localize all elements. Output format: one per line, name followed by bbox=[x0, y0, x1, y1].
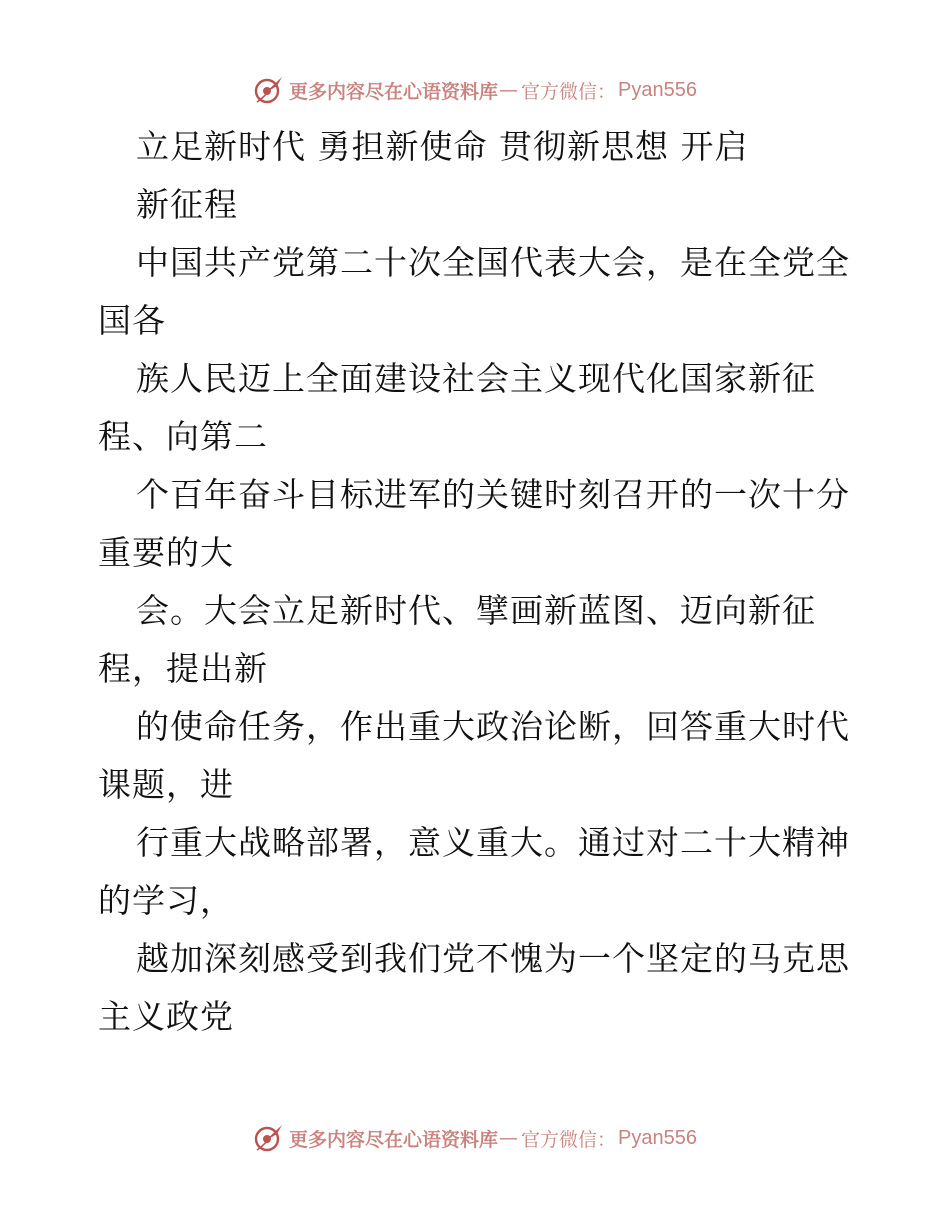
text-line: 中国共产党第二十次全国代表大会，是在全党全 bbox=[136, 243, 850, 282]
footer-banner bbox=[0, 1118, 950, 1158]
text-line: 新征程 bbox=[136, 185, 238, 224]
text-line: 族人民迈上全面建设社会主义现代化国家新征 bbox=[136, 359, 816, 398]
document-body bbox=[98, 118, 858, 1046]
footer-wechat-label: 官方微信： bbox=[521, 1128, 617, 1151]
text-line: 程，提出新 bbox=[98, 649, 268, 688]
text-line: 个百年奋斗目标进军的关键时刻召开的一次十分 bbox=[136, 475, 850, 514]
text-line: 重要的大 bbox=[98, 533, 234, 572]
header-wechat-label: 官方微信： bbox=[521, 80, 617, 103]
text-line: 的学习， bbox=[98, 881, 234, 920]
footer-wechat-id: Pyan556 bbox=[618, 1126, 697, 1149]
text-line: 国各 bbox=[98, 301, 166, 340]
quill-pen-logo-icon bbox=[253, 1122, 285, 1154]
text-line: 越加深刻感受到我们党不愧为一个坚定的马克思 bbox=[136, 939, 850, 978]
header-banner bbox=[0, 70, 950, 110]
text-line: 会。大会立足新时代、擘画新蓝图、迈向新征 bbox=[136, 591, 816, 630]
footer-separator: — bbox=[499, 1127, 519, 1149]
header-banner-text: 更多内容尽在心语资料库 bbox=[289, 80, 499, 103]
text-line: 主义政党 bbox=[98, 997, 234, 1036]
text-line: 程、向第二 bbox=[98, 417, 268, 456]
quill-pen-logo-icon bbox=[253, 74, 285, 106]
text-line: 的使命任务，作出重大政治论断，回答重大时代 bbox=[136, 707, 850, 746]
footer-banner-text: 更多内容尽在心语资料库 bbox=[289, 1128, 499, 1151]
header-separator: — bbox=[499, 79, 519, 101]
text-line: 行重大战略部署，意义重大。通过对二十大精神 bbox=[136, 823, 850, 862]
text-line: 课题，进 bbox=[98, 765, 234, 804]
text-line: 立足新时代 勇担新使命 贯彻新思想 开启 bbox=[136, 127, 749, 166]
header-wechat-id: Pyan556 bbox=[618, 78, 697, 101]
